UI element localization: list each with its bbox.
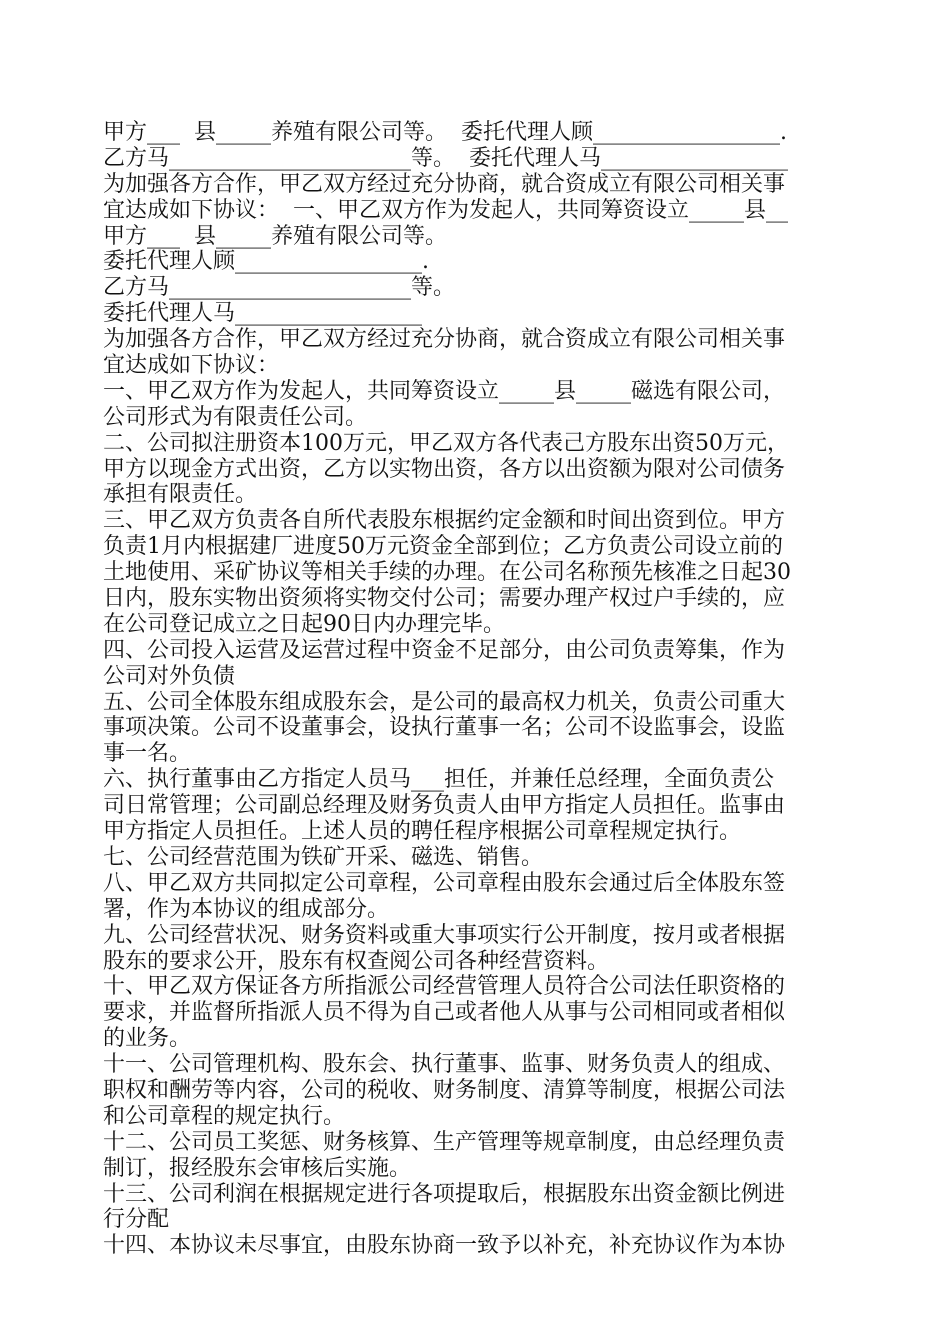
- text-line: 职权和酬劳等内容，公司的税收、财务制度、清算等制度，根据公司法: [103, 1077, 786, 1103]
- text-line: 负责1月内根据建厂进度50万元资金全部到位；乙方负责公司设立前的: [103, 534, 783, 560]
- text-line: 十、甲乙双方保证各方所指派公司经营管理人员符合公司法任职资格的: [103, 974, 786, 1000]
- text-line: 承担有限责任。: [103, 482, 258, 508]
- text-line: 宜达成如下协议： 一、甲乙双方作为发起人，共同筹资设立_____县__: [103, 197, 788, 223]
- text-line: 十二、公司员工奖惩、财务核算、生产管理等规章制度，由总经理负责: [103, 1129, 786, 1155]
- text-line: 七、公司经营范围为铁矿开采、磁选、销售。: [103, 844, 544, 870]
- text-line: 八、甲乙双方共同拟定公司章程，公司章程由股东会通过后全体股东签: [103, 870, 786, 896]
- text-line: 六、执行董事由乙方指定人员马___担任，并兼任总经理，全面负责公: [103, 767, 775, 793]
- text-line: 在公司登记成立之日起90日内办理完毕。: [103, 611, 505, 637]
- text-line: 甲方以现金方式出资，乙方以实物出资，各方以出资额为限对公司债务: [103, 456, 786, 482]
- text-line: 日内，股东实物出资须将实物交付公司；需要办理产权过户手续的，应: [103, 586, 786, 612]
- text-line: 三、甲乙双方负责各自所代表股东根据约定金额和时间出资到位。甲方: [103, 508, 786, 534]
- text-line: 甲方___ 县_____养殖有限公司等。 委托代理人顾_________________.: [103, 120, 787, 145]
- text-line: 甲方指定人员担任。上述人员的聘任程序根据公司章程规定执行。: [103, 819, 742, 845]
- text-line: 甲方___ 县_____养殖有限公司等。: [103, 223, 447, 249]
- text-line: 土地使用、采矿协议等相关手续的办理。在公司名称预先核准之日起30: [103, 560, 791, 586]
- text-line: 二、公司拟注册资本100万元，甲乙双方各代表己方股东出资50万元，: [103, 430, 789, 456]
- text-line: 的业务。: [103, 1026, 192, 1052]
- text-line: 公司形式为有限责任公司。: [103, 404, 368, 430]
- text-line: 委托代理人顾_________________.: [103, 249, 429, 275]
- text-line: 和公司章程的规定执行。: [103, 1103, 346, 1129]
- text-line: 乙方马______________________等。: [103, 275, 456, 301]
- text-line: 十三、公司利润在根据规定进行各项提取后，根据股东出资金额比例进: [103, 1181, 786, 1207]
- text-line: 委托代理人马_________________: [103, 301, 423, 327]
- text-line: 一、甲乙双方作为发起人，共同筹资设立_____县_____磁选有限公司，: [103, 378, 786, 404]
- text-line: 公司对外负债: [103, 663, 236, 689]
- document-body: [103, 120, 855, 1259]
- text-line: 乙方马______________________等。 委托代理人马_________________: [103, 145, 788, 171]
- text-line: 十四、本协议未尽事宜，由股东协商一致予以补充，补充协议作为本协: [103, 1233, 786, 1259]
- text-line: 事一名。: [103, 741, 192, 767]
- text-line: 要求，并监督所指派人员不得为自己或者他人从事与公司相同或者相似: [103, 1000, 786, 1026]
- text-line: 行分配: [103, 1207, 170, 1233]
- text-line: 署，作为本协议的组成部分。: [103, 896, 390, 922]
- text-line: 司日常管理；公司副总经理及财务负责人由甲方指定人员担任。监事由: [103, 793, 786, 819]
- text-line: 股东的要求公开，股东有权查阅公司各种经营资料。: [103, 948, 610, 974]
- text-line: 四、公司投入运营及运营过程中资金不足部分，由公司负责筹集，作为: [103, 637, 786, 663]
- text-line: 宜达成如下协议：: [103, 353, 280, 379]
- text-line: 事项决策。公司不设董事会，设执行董事一名；公司不设监事会，设监: [103, 715, 786, 741]
- text-line: 制订，报经股东会审核后实施。: [103, 1155, 412, 1181]
- text-line: 为加强各方合作，甲乙双方经过充分协商，就合资成立有限公司相关事: [103, 327, 786, 353]
- text-line: 九、公司经营状况、财务资料或重大事项实行公开制度，按月或者根据: [103, 922, 786, 948]
- text-line: 为加强各方合作，甲乙双方经过充分协商，就合资成立有限公司相关事: [103, 171, 786, 197]
- text-line: 五、公司全体股东组成股东会，是公司的最高权力机关，负责公司重大: [103, 689, 786, 715]
- text-line: 十一、公司管理机构、股东会、执行董事、监事、财务负责人的组成、: [103, 1052, 786, 1078]
